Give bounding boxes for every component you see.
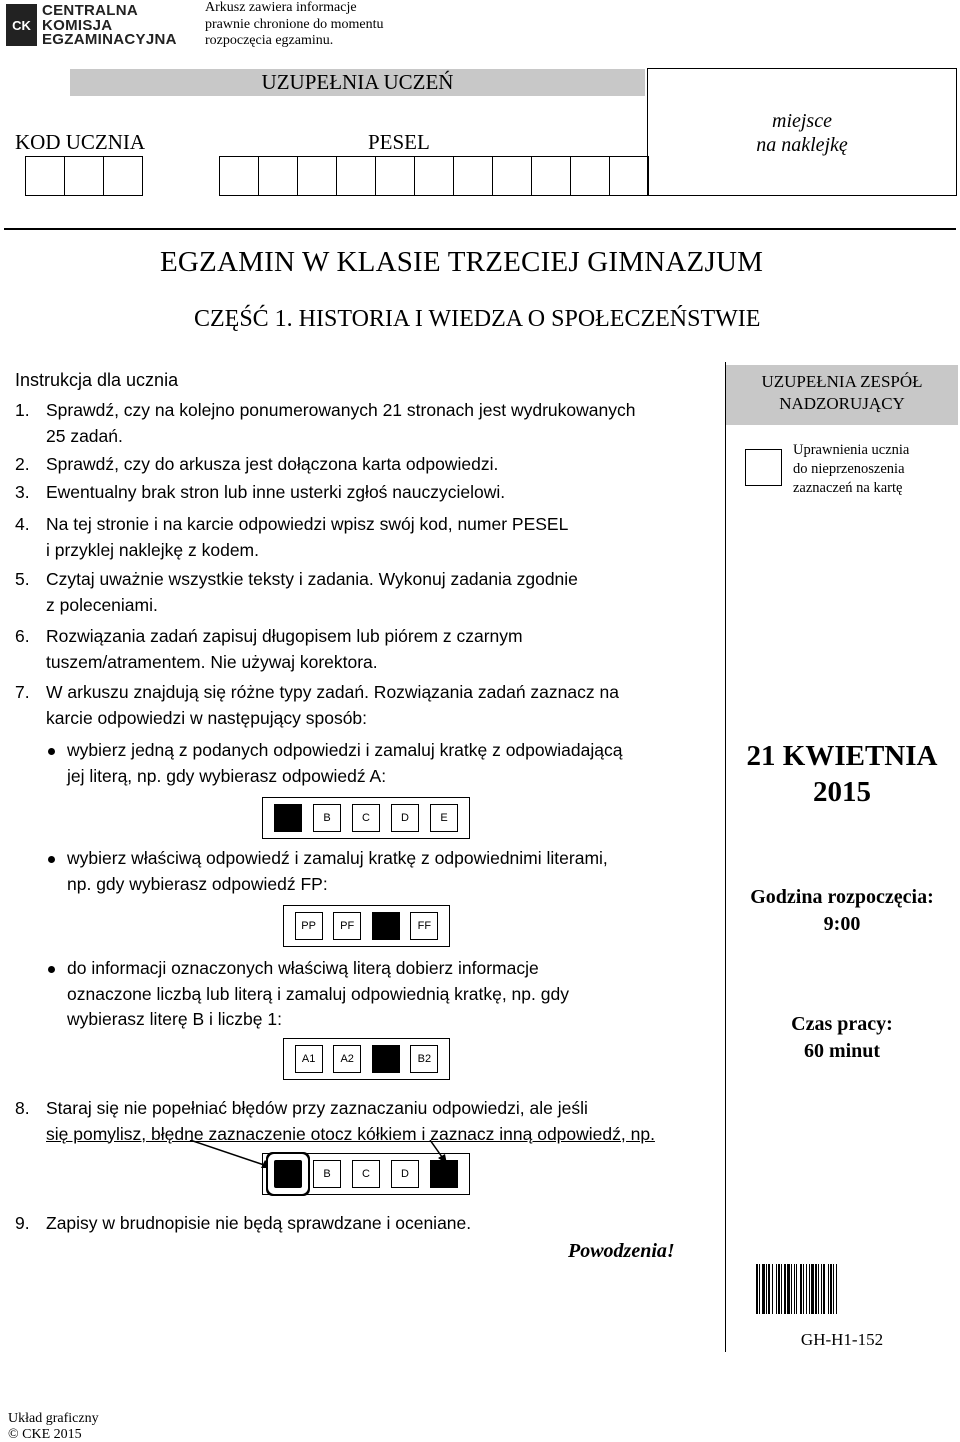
supervisor-band: UZUPEŁNIA ZESPÓŁ NADZORUJĄCY bbox=[726, 365, 958, 425]
barcode-bar bbox=[837, 1264, 840, 1314]
pesel-box[interactable] bbox=[492, 156, 532, 196]
pesel-box[interactable] bbox=[297, 156, 337, 196]
header-divider bbox=[4, 228, 956, 230]
answer-box: C bbox=[352, 1160, 380, 1188]
answer-box: E bbox=[430, 804, 458, 832]
footer: Układ graficzny © CKE 2015 bbox=[8, 1411, 99, 1442]
answer-box: A2 bbox=[333, 1045, 361, 1073]
pesel-label: PESEL bbox=[368, 130, 430, 154]
pesel-box[interactable] bbox=[570, 156, 610, 196]
logo-text: CENTRALNA KOMISJA EGZAMINACYJNA bbox=[42, 2, 177, 48]
student-code-boxes[interactable] bbox=[26, 156, 143, 196]
pesel-box[interactable] bbox=[414, 156, 454, 196]
cke-logo bbox=[6, 4, 196, 48]
answer-box-circled bbox=[274, 1160, 302, 1188]
pesel-box[interactable] bbox=[453, 156, 493, 196]
instructions-heading: Instrukcja dla ucznia bbox=[15, 370, 179, 390]
start-time: Godzina rozpoczęcia: 9:00 bbox=[750, 886, 934, 935]
answer-box: C bbox=[352, 804, 380, 832]
permission-checkbox[interactable] bbox=[745, 449, 782, 486]
pesel-boxes[interactable] bbox=[220, 156, 649, 196]
code-box[interactable] bbox=[103, 156, 143, 196]
answer-box-filled bbox=[372, 912, 400, 940]
pesel-box[interactable] bbox=[375, 156, 415, 196]
code-box[interactable] bbox=[25, 156, 65, 196]
bullet-dot bbox=[48, 966, 55, 973]
booklet-code: GH-H1-152 bbox=[800, 1330, 884, 1349]
answer-box: D bbox=[391, 1160, 419, 1188]
logo-mark: CK bbox=[6, 4, 37, 46]
instructions: Instrukcja dla ucznia 1. Sprawdź, czy na kolejno ponumerowanych 21 stronach jest wydrukowanych 25 zadań. 2. Sprawdź, czy do arkusza jest dołączona karta odpowiedzi. 3. Ewentualny brak stron lub inne usterki zgłoś nauczycielowi. 4. Na tej stronie i na karcie odpowiedzi wpisz swój kod, numer PESEL i przyklej naklejkę z kodem. 5. Czytaj uważnie wszystkie teksty i zadania. Wykonuj zadania zgodnie z poleceniami. 6. Rozwiązania zadań zapisuj długopisem lub piórem z czarnym tuszem/atramentem. Nie używaj korektora. 7. W arkuszu znajdują się różne typy zadań. Rozwiązania zadań zaznacz na karcie odpowiedzi w następujący sposób: wybierz jedną z podanych odpowiedzi i zamaluj kratkę z odpowiadającą jej literą, np. gdy wybierasz odpowiedź A: wybierz właściwą odpowiedź i zamaluj kratkę z odpowiednimi literami, np. gdy wybierasz odpowiedź FP: do informacji oznaczonych właściwą literą dobierz informacje oznaczone liczbą lub literą i zamaluj odpowiednią kratkę, np. gdy wybierasz literę B i liczbę 1: 8. Staraj się nie popełniać błędów przy zaznaczaniu odpowiedzi, ale jeśli się pomylisz, błędne zaznaczenie otocz kółkiem i zaznacz inną odpowiedź, np. 9. Zapisy w brudnopisie nie będą sprawdzane i oceniane. bbox=[15, 368, 725, 394]
student-code-label: KOD UCZNIA bbox=[15, 130, 146, 154]
answer-box: B2 bbox=[410, 1045, 438, 1073]
bullet-dot bbox=[48, 856, 55, 863]
confidential-notice: Arkusz zawiera informacje prawnie chronione do momentu rozpoczęcia egzaminu. bbox=[205, 0, 384, 48]
answer-box: B bbox=[313, 804, 341, 832]
pesel-box[interactable] bbox=[219, 156, 259, 196]
answer-box: FF bbox=[410, 912, 438, 940]
answer-box-filled bbox=[274, 804, 302, 832]
good-luck: Powodzenia! bbox=[568, 1240, 675, 1262]
answer-box: PF bbox=[333, 912, 361, 940]
example-correction bbox=[262, 1153, 470, 1195]
pesel-box[interactable] bbox=[609, 156, 649, 196]
answer-box-filled bbox=[430, 1160, 458, 1188]
duration: Czas pracy: 60 minut bbox=[791, 1013, 893, 1062]
answer-box-filled bbox=[372, 1045, 400, 1073]
permission-label: Uprawnienia ucznia do nieprzenoszenia zaznaczeń na kartę bbox=[793, 442, 910, 496]
exam-title: EGZAMIN W KLASIE TRZECIEJ GIMNAZJUM bbox=[160, 246, 764, 278]
student-band: UZUPEŁNIA UCZEŃ bbox=[70, 69, 645, 96]
barcode-icon bbox=[756, 1264, 940, 1314]
sticker-area: miejsce na naklejkę bbox=[647, 68, 957, 196]
answer-box: B bbox=[313, 1160, 341, 1188]
code-box[interactable] bbox=[64, 156, 104, 196]
pesel-box[interactable] bbox=[336, 156, 376, 196]
side-divider bbox=[725, 362, 726, 1352]
example-true-false bbox=[283, 905, 450, 947]
example-matching bbox=[283, 1038, 450, 1080]
exam-subtitle: CZĘŚĆ 1. HISTORIA I WIEDZA O SPOŁECZEŃSTWIE bbox=[194, 306, 761, 332]
answer-box: A1 bbox=[295, 1045, 323, 1073]
answer-box: PP bbox=[295, 912, 323, 940]
bullet-dot bbox=[48, 748, 55, 755]
pesel-box[interactable] bbox=[531, 156, 571, 196]
example-single-choice bbox=[262, 797, 470, 839]
answer-box: D bbox=[391, 804, 419, 832]
exam-date: 21 KWIETNIA 2015 bbox=[746, 740, 938, 808]
pesel-box[interactable] bbox=[258, 156, 298, 196]
